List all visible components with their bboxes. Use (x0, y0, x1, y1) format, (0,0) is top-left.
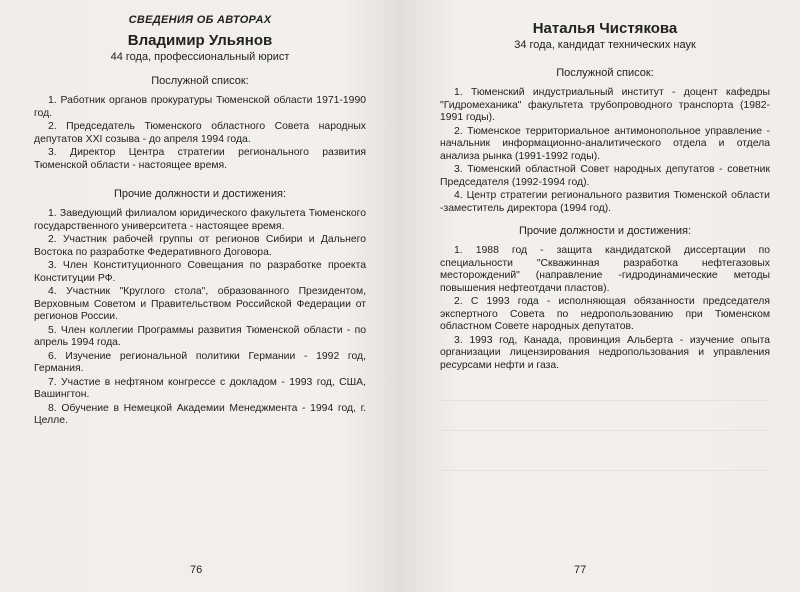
list-item: 3. Директор Центра стратегии регионального развития Тюменской области - настоящее время. (34, 147, 366, 171)
show-through-line (440, 400, 770, 401)
list-item: 3. Член Конституционного Совещания по разработке проекта Конституции РФ. (34, 260, 366, 284)
list-item: 7. Участие в нефтяном конгрессе с докладом - 1993 год, США, Вашингтон. (34, 376, 366, 400)
career-heading-ulyanov: Послужной список: (151, 75, 249, 87)
list-item: 2. С 1993 года - исполняющая обязанности председателя экспертного Совета по недропользованию при Тюменском областном Совете народных депутатов. (440, 296, 770, 332)
show-through-line (440, 470, 770, 471)
other-heading-ulyanov: Прочие должности и достижения: (113, 188, 287, 200)
list-item: 1. Тюменский индустриальный институт - доцент кафедры "Гидромеханика" факультета трубопроводного транспорта (1982-1991 годы). (440, 87, 770, 123)
author-subtitle-ulyanov: 44 года, профессиональный юрист (110, 51, 290, 63)
career-list-ulyanov (34, 95, 366, 172)
author-name-chistyakova: Наталья Чистякова (532, 20, 678, 37)
list-item: 6. Изучение региональной политики Германии - 1992 год, Германия. (34, 350, 366, 374)
career-heading-chistyakova: Послужной список: (556, 67, 654, 79)
other-heading-chistyakova: Прочие должности и достижения: (518, 225, 692, 237)
other-list-chistyakova (440, 245, 770, 372)
list-item: 3. Тюменский областной Совет народных депутатов - советник Председателя (1992-1994 год). (440, 164, 770, 188)
list-item: 2. Председатель Тюменского областного Совета народных депутатов XXI созыва - до апреля 1994 года. (34, 121, 366, 145)
list-item: 1. Заведующий филиалом юридического факультета Тюменского государственного университета - настоящее время. (34, 208, 366, 232)
list-item: 8. Обучение в Немецкой Академии Менеджмента - 1994 год, г. Целле. (34, 402, 366, 426)
page-number-right: 77 (574, 564, 587, 576)
author-name-ulyanov: Владимир Ульянов (127, 32, 273, 49)
list-item: 1. Работник органов прокуратуры Тюменской области 1971-1990 год. (34, 95, 366, 119)
author-subtitle-chistyakova: 34 года, кандидат технических наук (514, 39, 696, 51)
section-title: СВЕДЕНИЯ ОБ АВТОРАХ (128, 14, 272, 26)
page-number-left: 76 (190, 564, 203, 576)
list-item: 2. Тюменское территориальное антимонопольное управление - начальник информационно-аналитического отдела и отдела анализа рынка (1991-1992 годы). (440, 125, 770, 162)
list-item: 1. 1988 год - защита кандидатской диссертации по специальности "Скважинная разработка нефтегазовых месторождений" (направление -гидродинамические методы повышения нефтеотдачи пластов). (440, 245, 770, 294)
list-item: 4. Участник "Круглого стола", образованного Президентом, Верховным Советом и Правительством Российской Федерации от регионов России. (34, 286, 366, 322)
list-item: 4. Центр стратегии регионального развития Тюменской области -заместитель директора (1994 год). (440, 190, 770, 214)
list-item: 2. Участник рабочей группы от регионов Сибири и Дальнего Востока по разработке Федеративного Договора. (34, 234, 366, 258)
list-item: 3. 1993 год, Канада, провинция Альберта - изучение опыта организации лицензирования недропользования и управления ресурсами нефти и газа. (440, 334, 770, 371)
right-page (400, 0, 800, 592)
show-through-line (440, 430, 770, 431)
list-item: 5. Член коллегии Программы развития Тюменской области - по апрель 1994 года. (34, 324, 366, 348)
other-list-ulyanov (34, 208, 366, 428)
career-list-chistyakova (440, 87, 770, 215)
